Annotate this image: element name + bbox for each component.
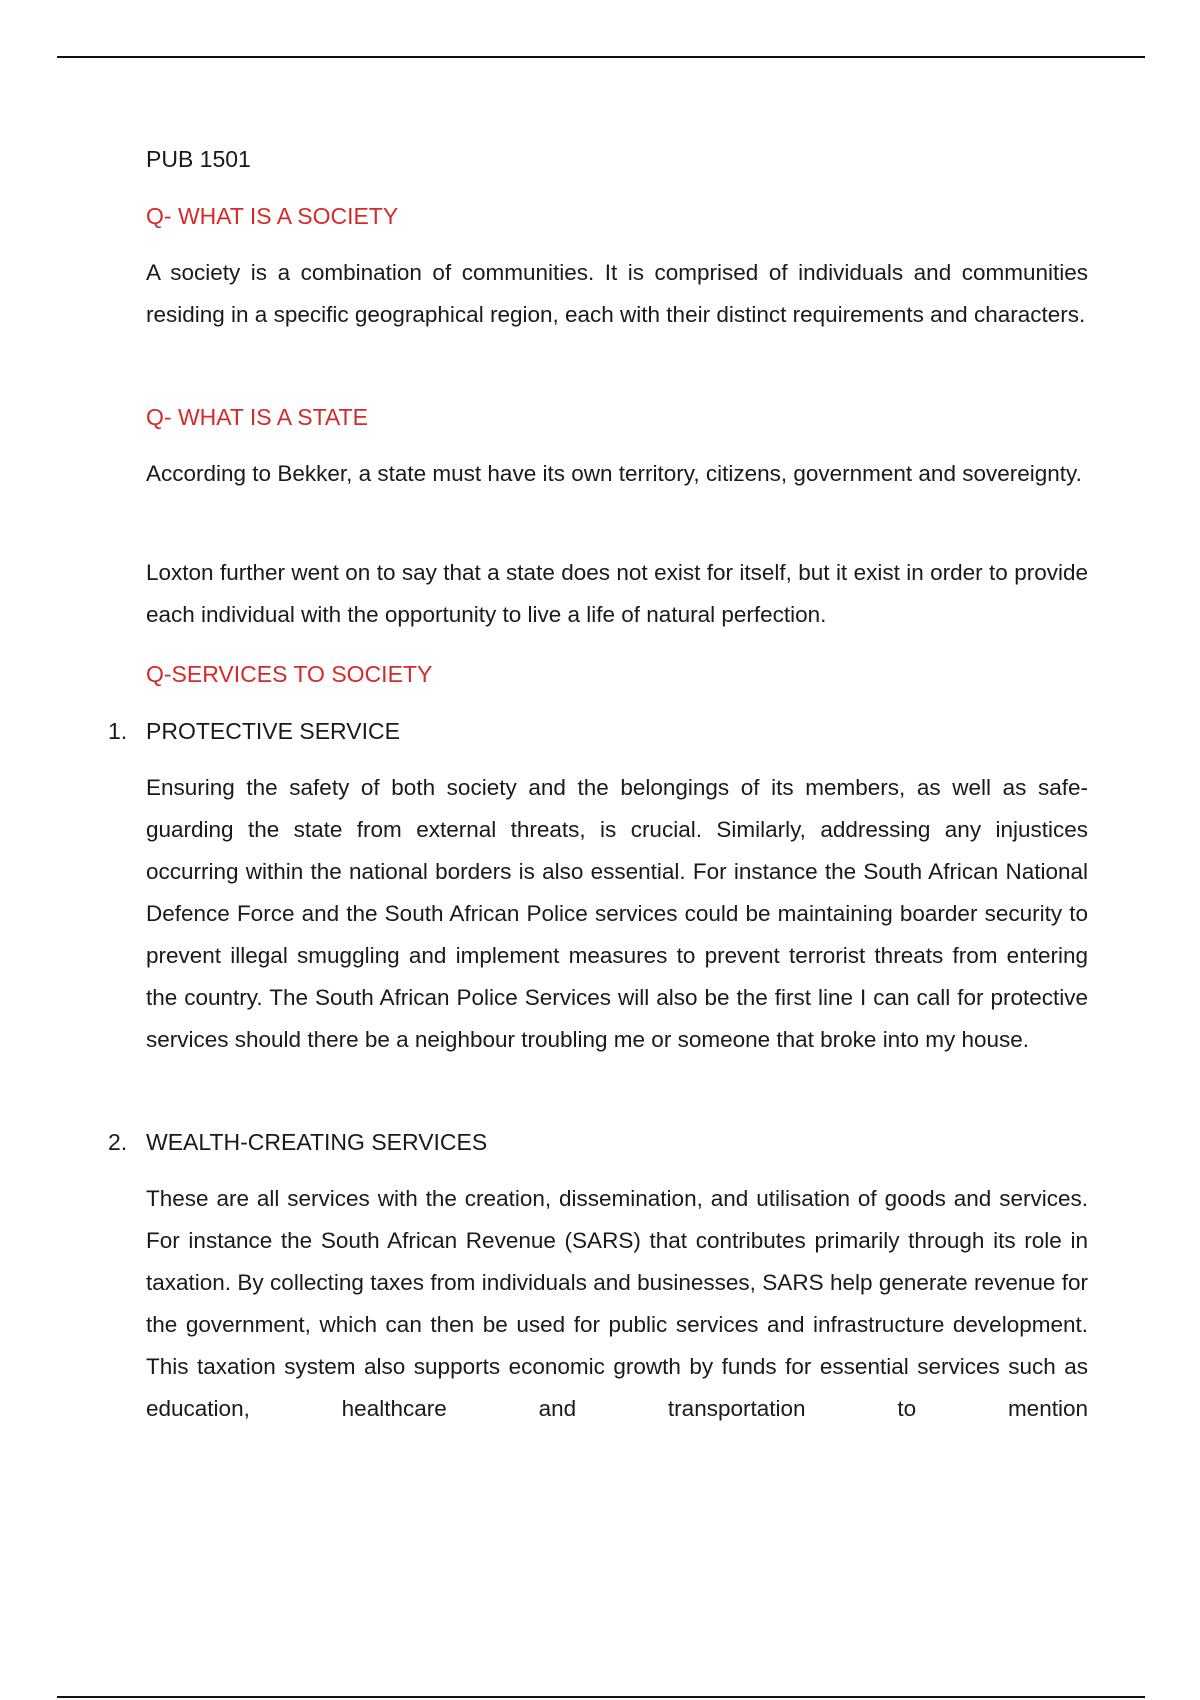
paragraph-wealth-creating-services: These are all services with the creation, dissemination, and utilisation of goods and services. For instance the South African Revenue (SARS) that contributes primarily through its role in taxation. By collecting taxes from individuals and businesses, SARS help generate revenue for the government, which can then be used for public services and infrastructure development. This taxation system also supports economic growth by funds for essential services such as education, healthcare and transportation to mention: [146, 1186, 1088, 1421]
section-heading-services: Q-SERVICES TO SOCIETY: [146, 661, 433, 687]
footer-rule: [57, 1696, 1145, 1698]
list-item-protective-service: [108, 718, 1088, 745]
paragraph-protective-service: Ensuring the safety of both society and the belongings of its members, as well as safe-guarding the state from external threats, is crucial. Similarly, addressing any injustices occurring within the national borders is also essential. For instance the South African National Defence Force and the South African Police services could be maintaining boarder security to prevent illegal smuggling and implement measures to prevent terrorist threats from entering the country. The South African Police Services will also be the first line I can call for protective services should there be a neighbour troubling me or someone that broke into my house.: [146, 775, 1088, 1052]
list-item-title: PROTECTIVE SERVICE: [146, 718, 400, 744]
section-heading-society: Q- WHAT IS A SOCIETY: [146, 203, 399, 229]
list-number: 2.: [108, 1129, 128, 1155]
course-code: PUB 1501: [146, 146, 251, 172]
list-number: 1.: [108, 718, 128, 744]
paragraph-state-loxton: Loxton further went on to say that a state does not exist for itself, but it exist in order to provide each individual with the opportunity to live a life of natural perfection.: [146, 560, 1088, 627]
header-rule: [57, 56, 1145, 58]
paragraph-society: A society is a combination of communities. It is comprised of individuals and communities residing in a specific geographical region, each with their distinct requirements and characters.: [146, 260, 1088, 327]
list-item-wealth-creating-services: [108, 1129, 1088, 1156]
paragraph-state-bekker: According to Bekker, a state must have its own territory, citizens, government and sovereignty.: [146, 461, 1082, 486]
list-item-title: WEALTH-CREATING SERVICES: [146, 1129, 488, 1155]
section-heading-state: Q- WHAT IS A STATE: [146, 404, 368, 430]
